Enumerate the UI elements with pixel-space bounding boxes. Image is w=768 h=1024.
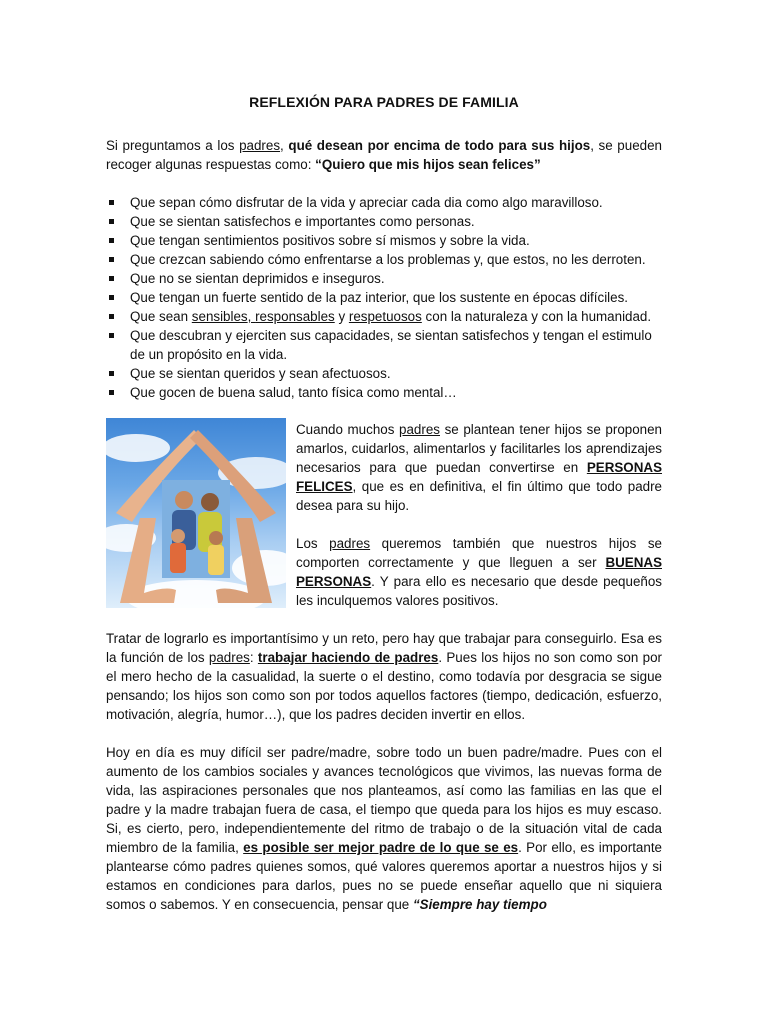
- side-paragraph-2: [296, 534, 662, 610]
- padres-underlined: padres: [208, 650, 250, 665]
- child-head-shape: [171, 529, 185, 543]
- text-run: Hoy en día es muy difícil ser padre/madre, sobre todo un buen padre/madre. Pues con el aumento de los cambios sociales y avances tecnológicos que vivimos, las nuevas forma de vida, las aspiraciones personales que nos planteamos, así como las familias en las que el padre y la madre trabajan fuera de casa, el tiempo que queda para los hijos es muy escaso. Si, es cierto, pero, independientemente del ritmo de trabajo o de la situación vital de cada miembro de la familia,: [106, 745, 662, 855]
- text-run: :: [249, 650, 258, 665]
- paragraph-3: [106, 629, 662, 724]
- text-run: Tratar de lograrlo es importantísimo y un reto, pero hay que trabajar para conseguirlo. Esa es la función de los: [106, 631, 662, 665]
- siempre-hay-tiempo-bold-italic: “Siempre hay tiempo: [412, 897, 547, 912]
- text-run: Los: [296, 536, 330, 551]
- text-run: Cuando muchos: [296, 422, 400, 437]
- underlined-word: respetuosos: [348, 309, 422, 324]
- text-run: , que es en definitiva, el fin último que todo padre desea para su hijo.: [296, 479, 662, 513]
- family-illustration: [106, 418, 286, 608]
- personas-felices-bold: PERSONAS FELICES: [296, 460, 662, 494]
- child-head-shape: [209, 531, 223, 545]
- list-item: Que crezcan sabiendo cómo enfrentarse a los problemas y, que estos, no les derroten.: [106, 250, 662, 269]
- intro-bold-question: qué desean por encima de todo para sus hijos: [288, 138, 591, 153]
- list-item: Que sepan cómo disfrutar de la vida y apreciar cada dia como algo maravilloso.: [106, 193, 662, 212]
- list-item: [106, 307, 662, 326]
- child-body-shape: [170, 543, 186, 573]
- underlined-word: sensibles: [191, 309, 248, 324]
- cloud-shape: [106, 434, 170, 462]
- paragraph-4: [106, 743, 662, 914]
- parent-head-shape: [175, 491, 193, 509]
- intro-quote: “Quiero que mis hijos sean felices”: [315, 157, 541, 172]
- intro-text-1: Si preguntamos a los: [106, 138, 240, 153]
- text-run: se plantean tener hijos se proponen amarlos, cuidarlos, alimentarlos y facilitarles los aprendizajes necesarios para que puedan convertirse en: [296, 422, 663, 475]
- padres-underlined: padres: [399, 422, 440, 437]
- underlined-separator: ,: [247, 309, 256, 324]
- side-paragraph-1: [296, 420, 662, 515]
- text-run: . Por ello, es importante plantearse cómo padres quienes somos, qué valores queremos aportar a nuestros hijos y si estamos en condiciones para darlos, pues no se puede enseñar aquello que ni siquiera somos o sabemos. Y en consecuencia, pensar que: [106, 840, 662, 912]
- list-item-text: con la naturaleza y con la humanidad.: [421, 309, 652, 324]
- es-posible-ser-mejor-padre-bold: es posible ser mejor padre de lo que se es: [243, 840, 519, 855]
- padres-underlined: padres: [329, 536, 371, 551]
- list-item: Que gocen de buena salud, tanto física como mental…: [106, 383, 662, 402]
- wishes-list: [106, 193, 662, 402]
- child-body-shape: [208, 545, 224, 575]
- parent-head-shape: [201, 493, 219, 511]
- text-run: . Pues los hijos no son como son por el mero hecho de la casualidad, la suerte o el destino, como todavía por desgracia se sigue pensando; los hijos son como son por todos aquellos factores (tiempo, dedicación, esfuerzo, motivación, alegría, humor…), que los padres deciden invertir en ellos.: [106, 650, 662, 722]
- text-run: . Y para ello es necesario que desde pequeños les inculquemos valores positivos.: [296, 574, 662, 608]
- intro-paragraph: [106, 136, 662, 174]
- trabajar-haciendo-de-padres-bold: trabajar haciendo de padres: [257, 650, 439, 665]
- list-item: Que se sientan queridos y sean afectuosos.: [106, 364, 662, 383]
- list-item: Que descubran y ejerciten sus capacidades, se sientan satisfechos y tengan el estimulo de un propósito en la vida.: [106, 326, 662, 364]
- list-item-text: Que sean: [130, 309, 192, 324]
- list-item: Que tengan un fuerte sentido de la paz interior, que los sustente en épocas difíciles.: [106, 288, 662, 307]
- list-item-text: y: [334, 309, 349, 324]
- list-item: Que tengan sentimientos positivos sobre sí mismos y sobre la vida.: [106, 231, 662, 250]
- list-item: Que se sientan satisfechos e importantes como personas.: [106, 212, 662, 231]
- intro-text-2: ,: [280, 138, 289, 153]
- text-run: queremos también que nuestros hijos se comporten correctamente y que lleguen a ser: [296, 536, 663, 570]
- buenas-personas-bold: BUENAS PERSONAS: [296, 555, 662, 589]
- intro-padres-underlined: padres: [239, 138, 281, 153]
- page-title: REFLEXIÓN PARA PADRES DE FAMILIA: [249, 94, 519, 110]
- image-side-text: [296, 420, 662, 610]
- intro-text-3: , se pueden recoger algunas respuestas como:: [106, 138, 662, 172]
- family-hands-house-image: [106, 418, 286, 608]
- underlined-word: responsables: [255, 309, 335, 324]
- list-item: Que no se sientan deprimidos e inseguros.: [106, 269, 662, 288]
